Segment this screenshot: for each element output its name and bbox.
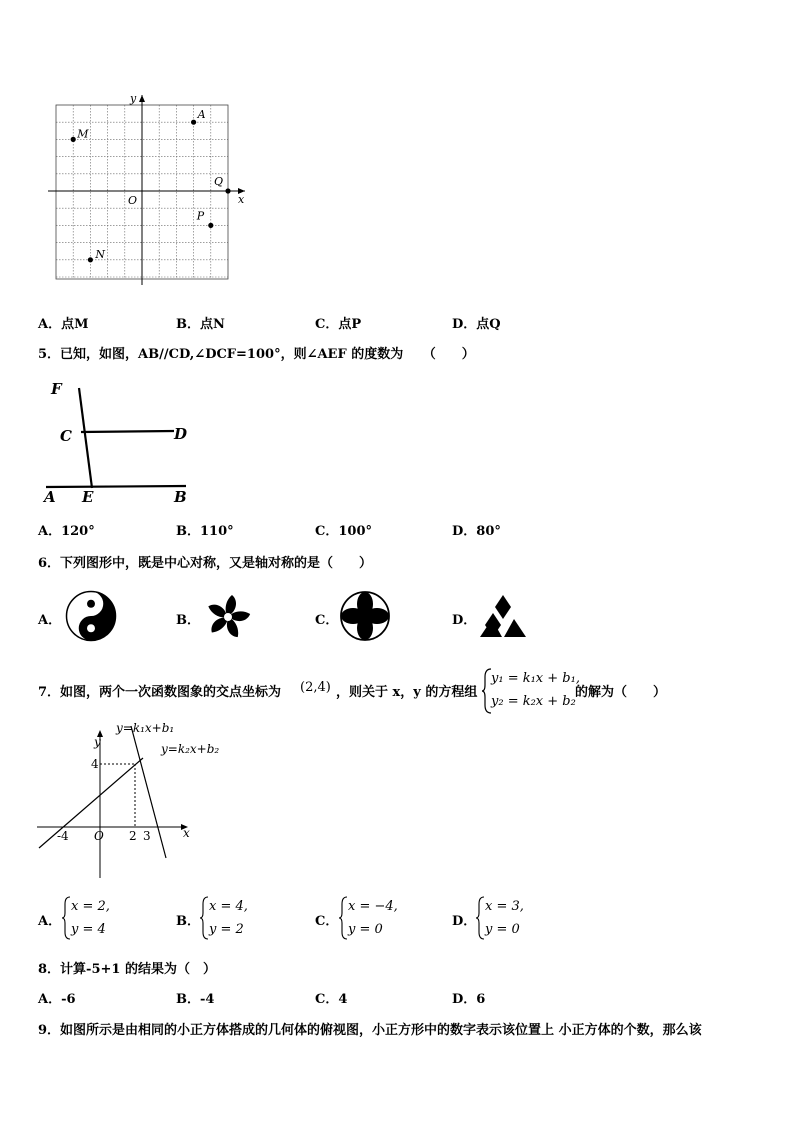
label-d: D [174,425,188,443]
line1-label: y=k₁x+b₁ [116,721,175,735]
point-m [71,137,76,142]
q6-option-d[interactable]: D． [452,613,477,628]
point-label-p: P [196,209,205,223]
origin-label: O [94,829,104,843]
label-e: E [82,488,94,506]
system-eq1: y₁ = k₁x + b₁, [491,671,580,686]
q8-option-d[interactable]: D．6 [452,992,486,1007]
q7-option-d[interactable] [452,910,476,929]
q7-option-a-letter: A． [38,914,62,929]
q5-option-c[interactable]: C．100° [315,524,372,539]
q7-option-c-letter: C． [315,914,339,929]
label-a: A [44,488,56,506]
label-f: F [51,380,62,398]
q6-option-a[interactable]: A． [38,613,62,628]
q7-system [491,667,580,713]
q8-option-c[interactable]: C．4 [315,992,348,1007]
tick-4: 4 [91,757,99,771]
option-d-line1: x = 3, [485,899,524,914]
point-p [208,223,213,228]
point-label-q: Q [214,175,224,188]
q5-option-d[interactable]: D．80° [452,524,501,539]
option-c-system [348,895,398,941]
option-b-brace [199,896,209,940]
option-a-system [71,895,110,941]
q9-text: 9．如图所示是由相同的小正方体搭成的几何体的俯视图，小正方形中的数字表示该位置上 小正方体的个数，那么该 [38,1023,702,1038]
q7-text-before: 7．如图，两个一次函数图象的交点坐标为 [38,685,282,700]
option-a-line1: x = 2, [71,899,110,914]
x-axis-label: x [238,193,245,206]
option-b-system [209,895,248,941]
q5-option-a[interactable]: A．120° [38,524,95,539]
q6-text: 6．下列图形中，既是中心对称，又是轴对称的是（ ） [38,556,373,571]
q8-text: 8．计算-5+1 的结果为（ ） [38,962,216,977]
option-d-line2: y = 0 [485,922,520,937]
q7-option-d-letter: D． [452,914,477,929]
linear-functions-graph [35,718,225,888]
option-d-system [485,895,524,941]
option-c-line1: x = −4, [348,899,398,914]
option-a-line2: y = 4 [71,922,106,937]
label-b: B [174,488,187,506]
y-axis-label: y [130,92,137,105]
option-a-brace [61,896,71,940]
tick-3: 3 [143,829,151,843]
point-n [88,257,93,262]
line-k1 [39,758,143,848]
q5-text: 5．已知，如图，AB//CD,∠DCF=100°，则∠AEF 的度数为 （ ） [38,347,475,362]
yin-yang-icon [65,590,117,642]
y-axis-label: y [94,735,101,749]
point-label-a: A [197,108,206,122]
point-label-m: M [77,127,89,141]
coordinate-grid-figure [40,85,255,295]
q7-option-c[interactable] [315,910,338,929]
four-petal-circle-icon [339,590,391,642]
line2-label: y=k₂x+b₂ [161,742,220,756]
q8-option-b[interactable]: B．-4 [176,992,215,1007]
label-c: C [60,427,72,445]
origin-label: O [128,194,138,207]
system-eq2: y₂ = k₂x + b₂ [491,694,576,709]
parallel-lines-figure [36,370,196,510]
option-c-line2: y = 0 [348,922,383,937]
q4-option-d[interactable]: D．点Q [452,317,501,332]
option-d-brace [475,896,485,940]
point-label-n: N [95,247,106,261]
q6-option-c[interactable]: C． [315,613,339,628]
q8-option-a[interactable]: A．-6 [38,992,76,1007]
q7-option-a[interactable] [38,910,61,929]
option-b-line2: y = 2 [209,922,244,937]
q6-option-b[interactable]: B． [176,613,200,628]
three-diamonds-icon [478,593,528,639]
q7-text-mid: ，则关于 x，y 的方程组 [336,685,478,700]
q7-text-after: 的解为（ ） [575,685,667,700]
q4-option-c[interactable]: C．点P [315,317,362,332]
q7-point: (2,4) [300,680,331,695]
point-q [225,188,230,193]
q7-option-b[interactable] [176,910,200,929]
option-b-line1: x = 4, [209,899,248,914]
q5-option-b[interactable]: B．110° [176,524,234,539]
tick-neg4: -4 [57,829,69,843]
point-a [191,120,196,125]
tick-2: 2 [129,829,137,843]
q4-option-a[interactable]: A．点M [38,317,89,332]
pinwheel-flower-icon [202,591,254,643]
q4-option-b[interactable]: B．点N [176,317,225,332]
q7-option-b-letter: B． [176,914,200,929]
option-c-brace [338,896,348,940]
x-axis-label: x [183,826,190,840]
